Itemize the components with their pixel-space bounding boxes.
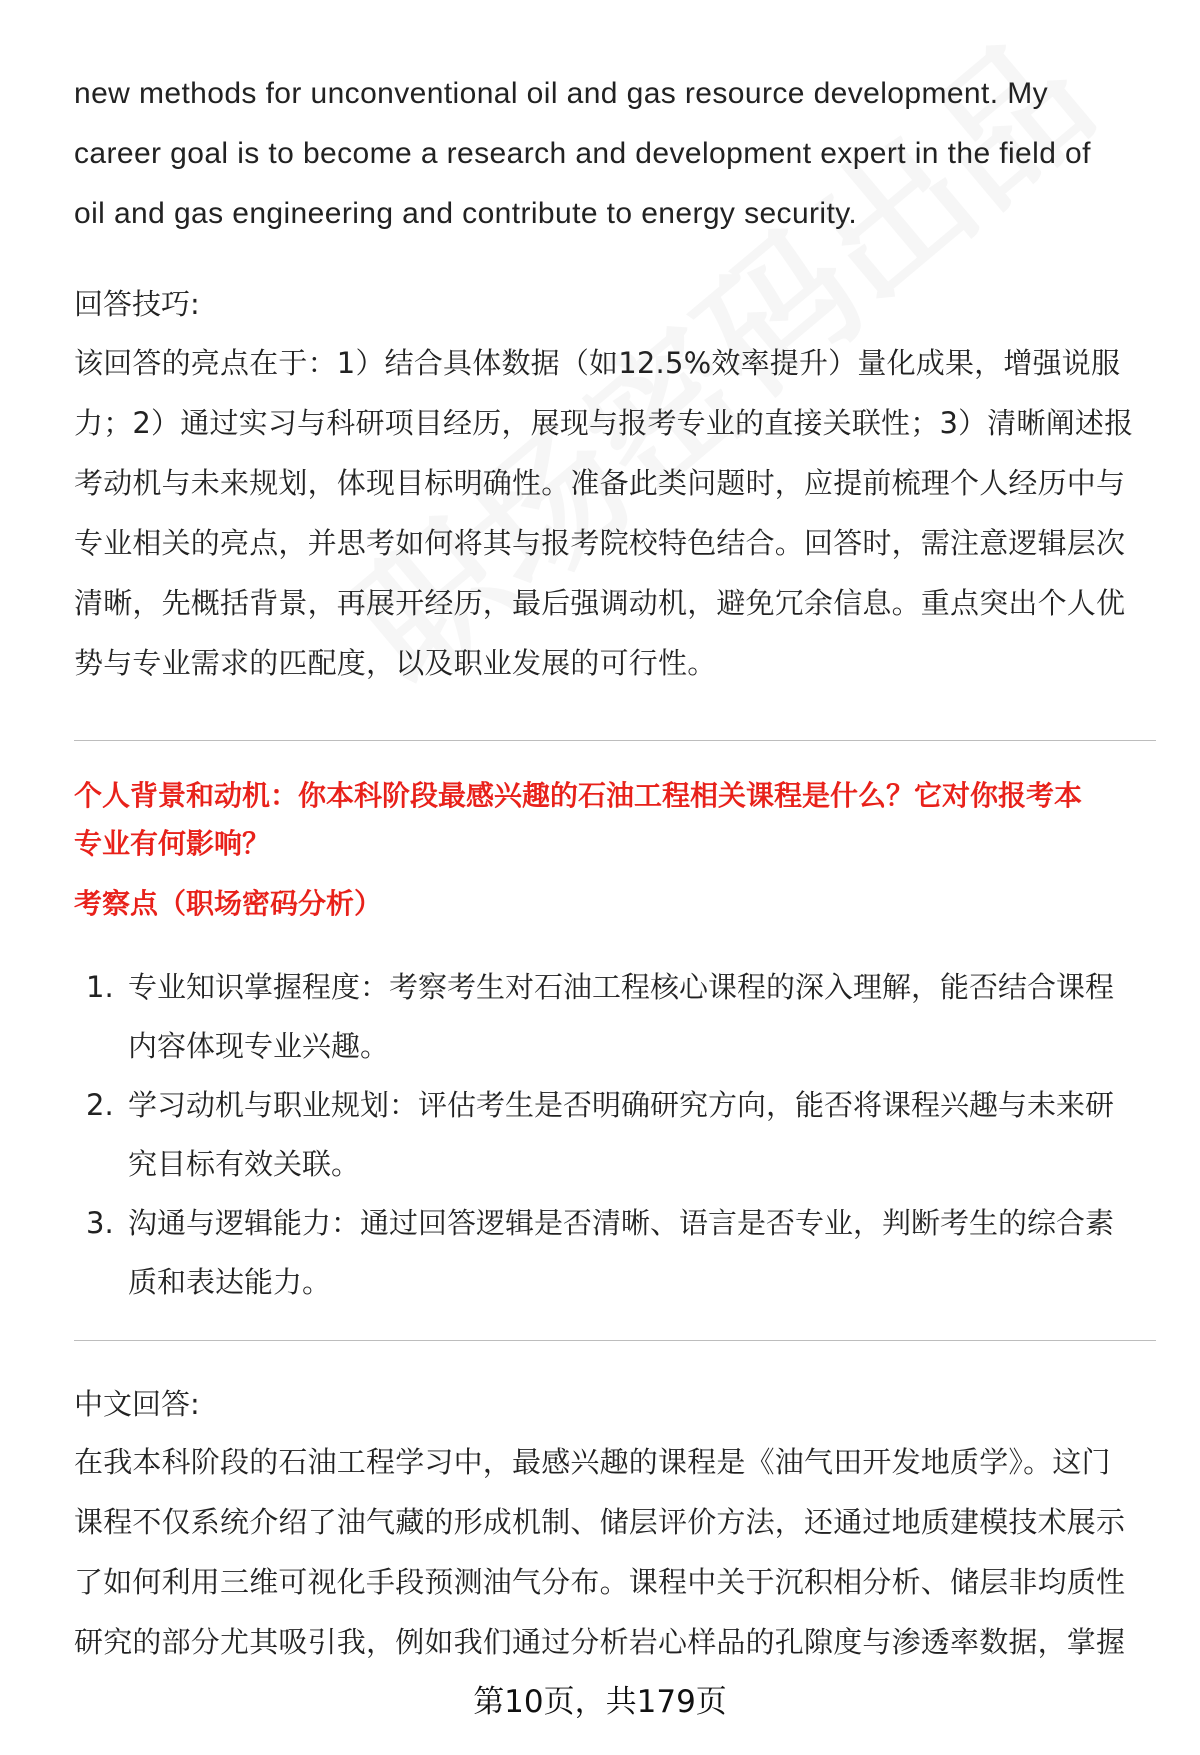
document-page [74,0,1154,1755]
intro-line: oil and gas engineering and contribute to energy security. [74,197,858,230]
list-item [74,1194,1154,1312]
tips-line: 势与专业需求的匹配度，以及职业发展的可行性。 [74,646,717,680]
answer-line: 课程不仅系统介绍了油气藏的形成机制、储层评价方法，还通过地质建模技术展示 [74,1505,1126,1539]
answer-line: 了如何利用三维可视化手段预测油气分布。课程中关于沉积相分析、储层非均质性 [74,1565,1126,1599]
list-item-line: 专业知识掌握程度：考察考生对石油工程核心课程的深入理解，能否结合课程 [128,970,1115,1004]
list-item-number: 2. [86,1088,114,1122]
intro-line: career goal is to become a research and development expert in the field of [74,137,1091,170]
tips-line: 力；2）通过实习与科研项目经历，展现与报考专业的直接关联性；3）清晰阐述报 [74,406,1134,440]
section-divider [74,740,1156,741]
answer-line: 在我本科阶段的石油工程学习中，最感兴趣的课程是《油气田开发地质学》。这门 [74,1445,1111,1479]
page-number-footer: 第10页，共179页 [473,1684,727,1720]
chinese-answer-paragraph [74,1432,1154,1672]
exam-points-title: 考察点（职场密码分析） [74,887,383,920]
tips-label: 回答技巧: [74,287,200,321]
question-line: 专业有何影响？ [74,827,271,860]
list-item-line: 学习动机与职业规划：评估考生是否明确研究方向，能否将课程兴趣与未来研 [128,1088,1115,1122]
list-item-line: 质和表达能力。 [128,1265,332,1299]
chinese-answer-label: 中文回答: [74,1387,200,1421]
tips-paragraph [74,333,1154,693]
list-item-number: 3. [86,1206,114,1240]
question-heading [74,772,1154,868]
answer-line: 研究的部分尤其吸引我，例如我们通过分析岩心样品的孔隙度与渗透率数据，掌握 [74,1625,1126,1659]
intro-paragraph [74,64,1154,244]
section-divider [74,1340,1156,1341]
tips-line: 该回答的亮点在于：1）结合具体数据（如12.5%效率提升）量化成果，增强说服 [74,346,1121,380]
list-item-line: 内容体现专业兴趣。 [128,1029,390,1063]
intro-line: new methods for unconventional oil and gas resource development. My [74,77,1049,110]
tips-line: 考动机与未来规划，体现目标明确性。准备此类问题时，应提前梳理个人经历中与 [74,466,1126,500]
question-line: 个人背景和动机：你本科阶段最感兴趣的石油工程相关课程是什么？它对你报考本 [74,779,1083,812]
list-item [74,1076,1154,1194]
tips-line: 专业相关的亮点，并思考如何将其与报考院校特色结合。回答时，需注意逻辑层次 [74,526,1126,560]
list-item-number: 1. [86,970,114,1004]
tips-line: 清晰，先概括背景，再展开经历，最后强调动机，避免冗余信息。重点突出个人优 [74,586,1126,620]
exam-points-list [74,958,1154,1312]
list-item-line: 究目标有效关联。 [128,1147,361,1181]
list-item-line: 沟通与逻辑能力：通过回答逻辑是否清晰、语言是否专业，判断考生的综合素 [128,1206,1115,1240]
list-item [74,958,1154,1076]
